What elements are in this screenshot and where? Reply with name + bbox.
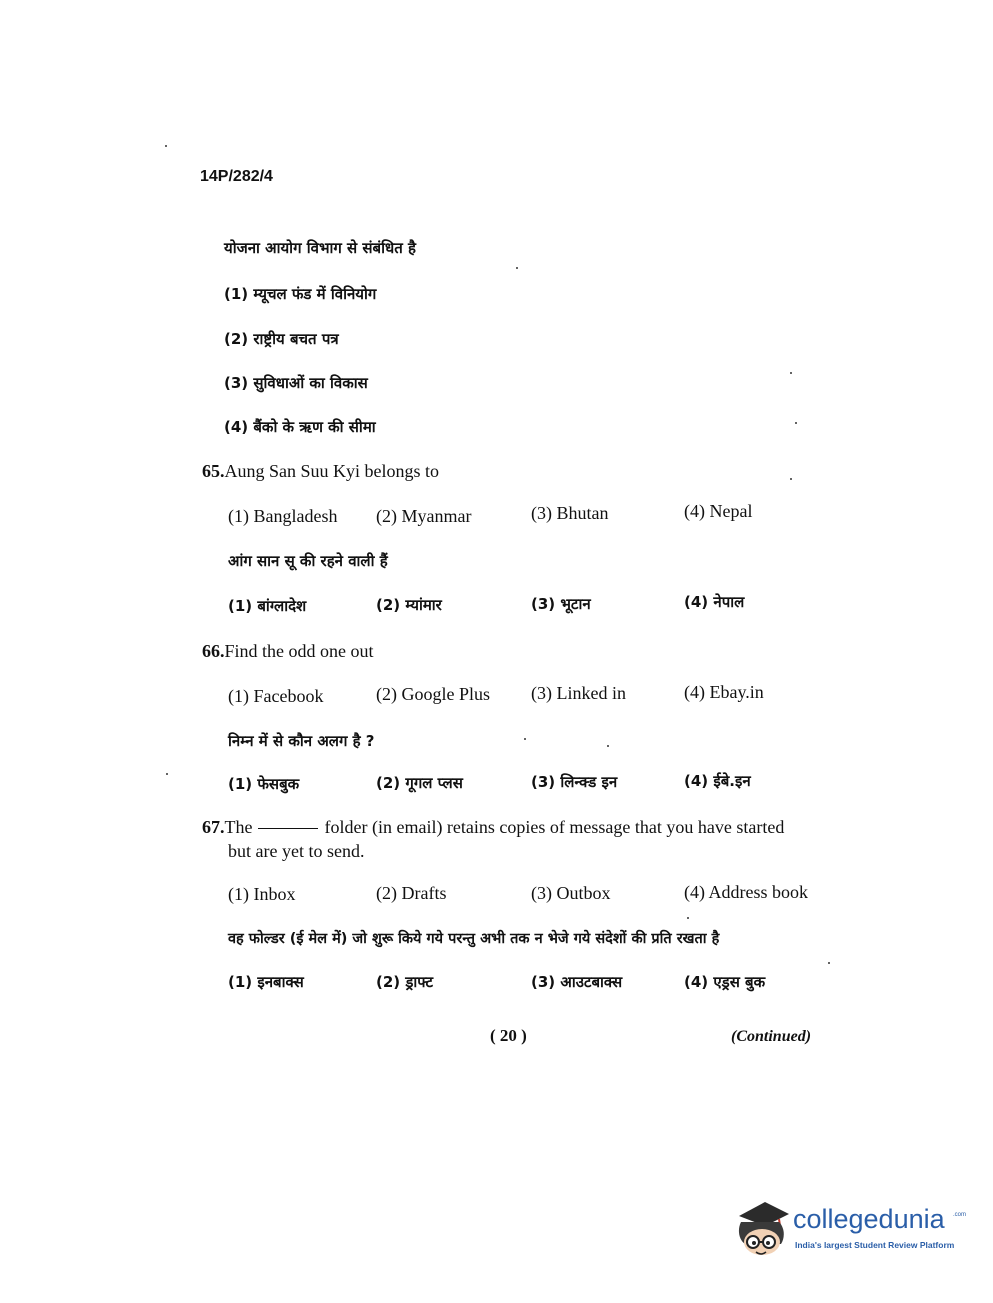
scan-speck <box>607 745 609 747</box>
scan-speck <box>516 267 518 269</box>
scan-speck <box>165 145 167 147</box>
q66-stem-hindi: निम्न में से कौन अलग है ? <box>228 732 375 750</box>
page-number: ( 20 ) <box>490 1026 527 1045</box>
collegedunia-logo <box>735 1200 965 1260</box>
q65-option-1-hindi: (1) बांग्लादेश <box>228 597 307 615</box>
q64-option-2-hindi: (2) राष्ट्रीय बचत पत्र <box>224 330 339 348</box>
scan-speck <box>790 372 792 374</box>
continued-label: (Continued) <box>731 1028 812 1045</box>
q65-number: 65. <box>202 461 225 481</box>
q66-option-1-hindi: (1) फेसबुक <box>228 775 300 793</box>
q65-option-1: (1) Bangladesh <box>228 506 338 526</box>
paper-code: 14P/282/4 <box>200 168 273 185</box>
q65-option-4: (4) Nepal <box>684 501 753 521</box>
logo-suffix: .com <box>953 1212 967 1218</box>
q66-stem-text: Find the odd one out <box>224 641 374 661</box>
q67-blank-line <box>258 828 318 829</box>
q67-option-1: (1) Inbox <box>228 884 296 904</box>
q67-stem-hindi: वह फोल्डर (ई मेल में) जो शुरू किये गये परन्तु अभी तक न भेजे गये संदेशों की प्रति रखता है <box>228 931 720 947</box>
q67-option-4: (4) Address book <box>684 882 808 902</box>
q65-stem <box>202 461 439 482</box>
q64-stem-hindi: योजना आयोग विभाग से संबंधित है <box>224 239 416 257</box>
q67-stem <box>202 817 784 838</box>
q67-option-3-hindi: (3) आउटबाक्स <box>531 973 623 991</box>
scan-speck <box>795 422 797 424</box>
q65-option-4-hindi: (4) नेपाल <box>684 593 745 611</box>
scan-speck <box>524 738 526 740</box>
q66-option-4-hindi: (4) ईबे.इन <box>684 772 751 790</box>
q65-option-3: (3) Bhutan <box>531 503 609 523</box>
q66-option-2: (2) Google Plus <box>376 684 490 704</box>
scan-speck <box>166 773 168 775</box>
q66-option-3: (3) Linked in <box>531 683 626 703</box>
q66-option-2-hindi: (2) गूगल प्लस <box>376 774 463 792</box>
scan-speck <box>828 962 830 964</box>
q67-number: 67. <box>202 817 225 837</box>
q66-option-1: (1) Facebook <box>228 686 324 706</box>
logo-wordmark: collegedunia <box>793 1204 945 1234</box>
q65-option-3-hindi: (3) भूटान <box>531 595 591 613</box>
q67-option-4-hindi: (4) एड्रस बुक <box>684 973 766 991</box>
scan-speck <box>790 478 792 480</box>
q64-option-1-hindi: (1) म्यूचल फंड में विनियोग <box>224 285 377 303</box>
q67-option-1-hindi: (1) इनबाक्स <box>228 973 304 991</box>
logo-tagline: India's largest Student Review Platform <box>795 1240 955 1250</box>
q67-stem-part-b: folder (in email) retains copies of message that you have started <box>324 817 785 837</box>
q66-stem <box>202 641 374 662</box>
q67-option-2-hindi: (2) ड्राफ्ट <box>376 973 434 991</box>
q67-option-3: (3) Outbox <box>531 883 611 903</box>
q67-option-2: (2) Drafts <box>376 883 447 903</box>
q66-option-3-hindi: (3) लिन्क्ड इन <box>531 773 618 791</box>
q65-option-2-hindi: (2) म्यांमार <box>376 596 442 614</box>
q64-option-4-hindi: (4) बैंको के ऋण की सीमा <box>224 418 376 436</box>
q67-stem-part-a: The <box>224 817 253 837</box>
q65-stem-text: Aung San Suu Kyi belongs to <box>224 461 440 481</box>
scan-speck <box>687 917 689 919</box>
q65-stem-hindi: आंग सान सू की रहने वाली हैं <box>228 552 388 570</box>
q65-option-2: (2) Myanmar <box>376 506 472 526</box>
q64-option-3-hindi: (3) सुविधाओं का विकास <box>224 374 368 392</box>
q67-stem-continued: but are yet to send. <box>228 841 365 861</box>
mascot-icon <box>735 1200 791 1260</box>
q66-number: 66. <box>202 641 225 661</box>
q66-option-4: (4) Ebay.in <box>684 682 764 702</box>
